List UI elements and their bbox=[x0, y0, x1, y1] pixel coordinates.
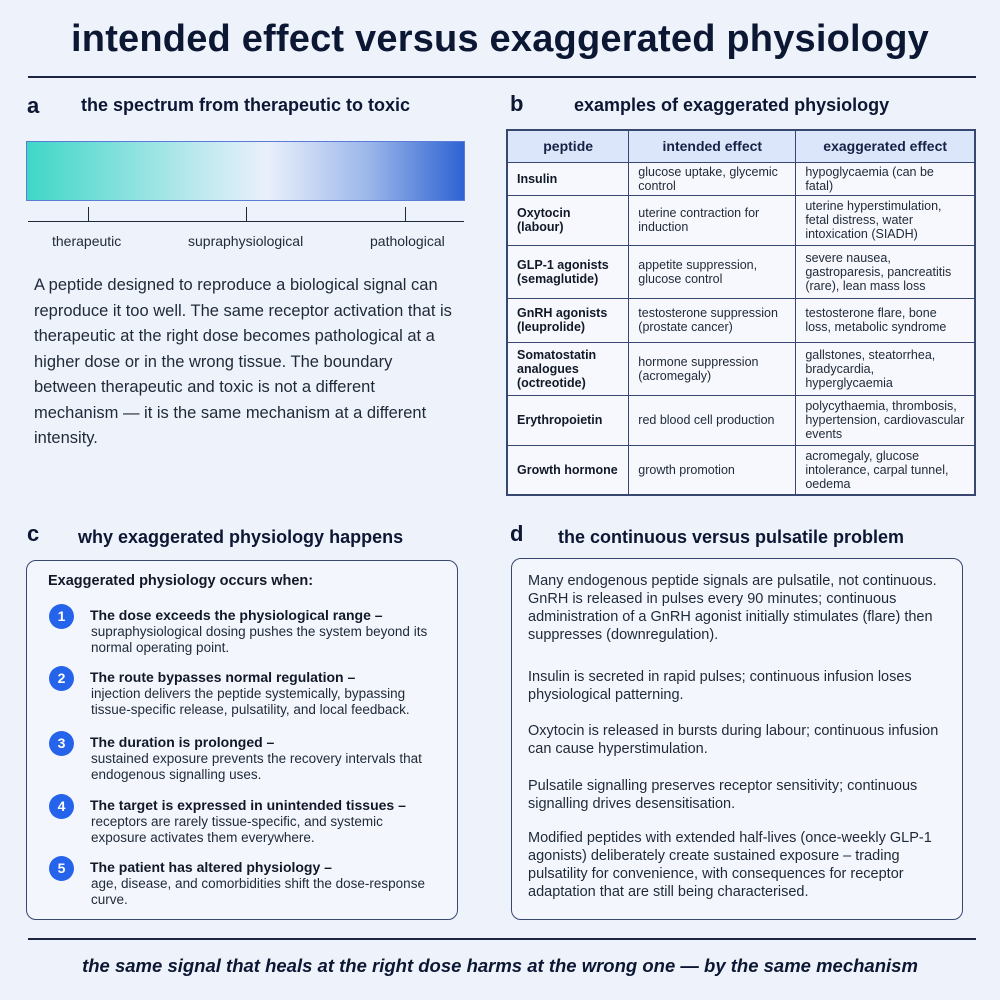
panel-c-heading: why exaggerated physiology happens bbox=[78, 527, 404, 547]
panel-a-heading: the spectrum from therapeutic to toxic bbox=[81, 95, 411, 115]
intended-cell: hormone suppression (acromegaly) bbox=[629, 342, 796, 395]
intended-cell: growth promotion bbox=[629, 445, 796, 495]
column-header-peptide: peptide bbox=[507, 130, 629, 162]
item-number-badge: 4 bbox=[49, 794, 74, 819]
page-title: intended effect versus exaggerated physiology bbox=[71, 18, 929, 60]
reason-detail: sustained exposure prevents the recovery intervals that endogenous signalling uses. bbox=[91, 751, 422, 782]
panel-d-paragraph: Pulsatile signalling preserves receptor sensitivity; continuous signalling drives desensitisation. bbox=[528, 778, 918, 812]
peptide-cell: Insulin bbox=[507, 162, 629, 195]
item-number-badge: 1 bbox=[49, 604, 74, 629]
table-row bbox=[507, 245, 975, 298]
spectrum-gradient-bar bbox=[26, 141, 465, 201]
panel-d-paragraph: Oxytocin is released in bursts during labour; continuous infusion can cause hyperstimulation. bbox=[528, 723, 939, 757]
label-therapeutic: therapeutic bbox=[52, 233, 122, 249]
reason-detail: receptors are rarely tissue-specific, and systemic exposure activates them everywhere. bbox=[91, 814, 383, 845]
exaggerated-cell: polycythaemia, thrombosis, hypertension, cardiovascular events bbox=[796, 395, 975, 445]
panel-d-paragraph: Modified peptides with extended half-lives (once-weekly GLP-1 agonists) deliberately create sustained exposure – trading pulsatility for convenience, with consequences for receptor adaptation that are still being characterised. bbox=[528, 830, 932, 900]
table-row bbox=[507, 195, 975, 245]
exaggerated-cell: testosterone flare, bone loss, metabolic syndrome bbox=[796, 298, 975, 342]
table-header-row bbox=[507, 130, 975, 162]
reason-lead: The target is expressed in unintended tissues – bbox=[90, 797, 406, 813]
table-row bbox=[507, 342, 975, 395]
exaggerated-cell: acromegaly, glucose intolerance, carpal tunnel, oedema bbox=[796, 445, 975, 495]
tick-therapeutic bbox=[88, 207, 89, 221]
reason-lead: The duration is prolonged – bbox=[90, 734, 275, 750]
column-header-intended: intended effect bbox=[629, 130, 796, 162]
bottom-divider bbox=[28, 938, 976, 940]
reason-item bbox=[90, 669, 435, 718]
reason-item bbox=[90, 797, 435, 846]
reason-detail: age, disease, and comorbidities shift the dose-response curve. bbox=[91, 876, 425, 907]
top-divider bbox=[28, 76, 976, 78]
panel-c-intro: Exaggerated physiology occurs when: bbox=[48, 573, 314, 589]
exaggerated-cell: uterine hyperstimulation, fetal distress, water intoxication (SIADH) bbox=[796, 195, 975, 245]
peptide-cell: GLP-1 agonists (semaglutide) bbox=[507, 245, 629, 298]
peptide-cell: Oxytocin (labour) bbox=[507, 195, 629, 245]
panel-b-letter: b bbox=[510, 91, 524, 116]
tick-pathological bbox=[405, 207, 406, 221]
reason-lead: The dose exceeds the physiological range – bbox=[90, 607, 383, 623]
item-number-badge: 3 bbox=[49, 731, 74, 756]
reason-item bbox=[90, 859, 435, 908]
reason-detail: supraphysiological dosing pushes the system beyond its normal operating point. bbox=[91, 624, 428, 655]
panel-d-letter: d bbox=[510, 521, 524, 546]
table-row bbox=[507, 298, 975, 342]
reason-detail: injection delivers the peptide systemically, bypassing tissue-specific release, pulsatility, and local feedback. bbox=[91, 686, 410, 717]
intended-cell: uterine contraction for induction bbox=[629, 195, 796, 245]
spectrum-axis bbox=[28, 221, 464, 222]
panel-c-letter: c bbox=[27, 521, 40, 546]
table-row bbox=[507, 395, 975, 445]
examples-table bbox=[506, 129, 976, 496]
item-number-badge: 5 bbox=[49, 856, 74, 881]
peptide-cell: GnRH agonists (leuprolide) bbox=[507, 298, 629, 342]
column-header-exaggerated: exaggerated effect bbox=[796, 130, 975, 162]
exaggerated-cell: hypoglycaemia (can be fatal) bbox=[796, 162, 975, 195]
panel-d-paragraph: Many endogenous peptide signals are pulsatile, not continuous. GnRH is released in pulses every 90 minutes; continuous administration of a GnRH agonist initially stimulates (flare) then suppresses (downregulation). bbox=[528, 573, 937, 643]
table-row bbox=[507, 162, 975, 195]
reason-item bbox=[90, 607, 435, 656]
reason-lead: The patient has altered physiology – bbox=[90, 859, 332, 875]
panel-d-heading: the continuous versus pulsatile problem bbox=[558, 527, 905, 547]
intended-cell: appetite suppression, glucose control bbox=[629, 245, 796, 298]
footer-caption: the same signal that heals at the right dose harms at the wrong one — by the same mechanism bbox=[82, 955, 918, 976]
intended-cell: glucose uptake, glycemic control bbox=[629, 162, 796, 195]
label-pathological: pathological bbox=[370, 233, 445, 249]
reason-item bbox=[90, 734, 435, 783]
reason-lead: The route bypasses normal regulation – bbox=[90, 669, 356, 685]
label-supraphysiological: supraphysiological bbox=[188, 233, 304, 249]
panel-a-letter: a bbox=[27, 93, 40, 118]
panel-b-heading: examples of exaggerated physiology bbox=[574, 95, 890, 115]
panel-d-paragraph: Insulin is secreted in rapid pulses; continuous infusion loses physiological patterning. bbox=[528, 669, 912, 703]
panel-a-paragraph: A peptide designed to reproduce a biological signal can reproduce it too well. The same receptor activation that is therapeutic at the right dose becomes pathological at a higher dose or in the wrong tissue. The boundary between therapeutic and toxic is not a different mechanism — it is the same mechanism at a different intensity. bbox=[34, 276, 452, 447]
exaggerated-cell: gallstones, steatorrhea, bradycardia, hyperglycaemia bbox=[796, 342, 975, 395]
item-number-badge: 2 bbox=[49, 666, 74, 691]
exaggerated-cell: severe nausea, gastroparesis, pancreatitis (rare), lean mass loss bbox=[796, 245, 975, 298]
table-row bbox=[507, 445, 975, 495]
intended-cell: testosterone suppression (prostate cancer) bbox=[629, 298, 796, 342]
peptide-cell: Growth hormone bbox=[507, 445, 629, 495]
peptide-cell: Somatostatin analogues (octreotide) bbox=[507, 342, 629, 395]
intended-cell: red blood cell production bbox=[629, 395, 796, 445]
peptide-cell: Erythropoietin bbox=[507, 395, 629, 445]
tick-supraphysiological bbox=[246, 207, 247, 221]
